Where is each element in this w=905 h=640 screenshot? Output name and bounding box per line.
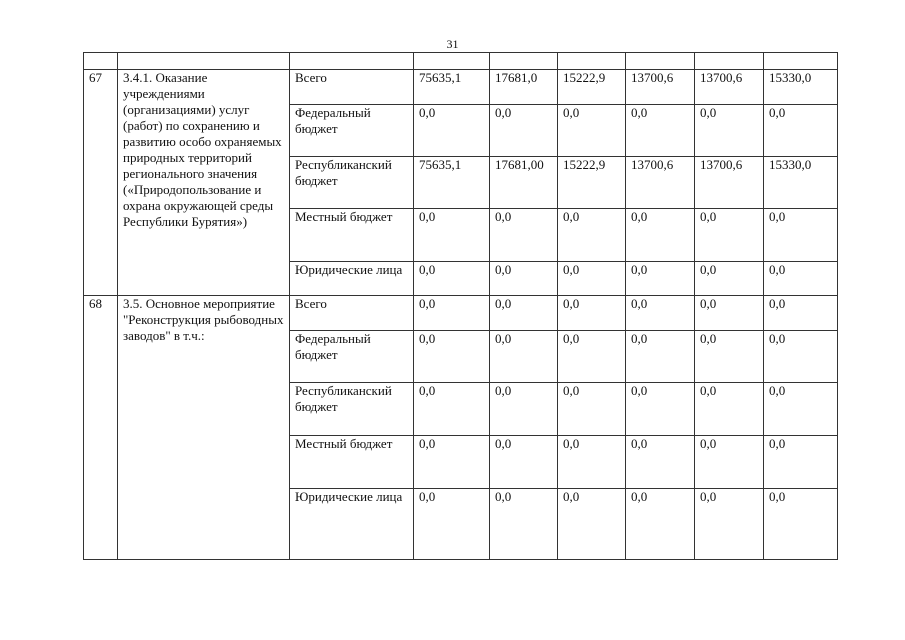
value-cell: 0,0 — [764, 489, 838, 560]
value-cell: 0,0 — [490, 296, 558, 331]
value-cell: 0,0 — [558, 331, 626, 383]
value-cell: 0,0 — [490, 105, 558, 157]
value-cell: 15222,9 — [558, 70, 626, 105]
value-cell: 0,0 — [695, 262, 764, 296]
value-cell: 0,0 — [626, 209, 695, 262]
value-cell: 0,0 — [695, 296, 764, 331]
table-row — [84, 70, 838, 105]
value-cell: 0,0 — [558, 105, 626, 157]
value-cell: 0,0 — [695, 331, 764, 383]
value-cell: 0,0 — [764, 262, 838, 296]
funding-source: Федеральный бюджет — [290, 105, 414, 157]
funding-source: Юридические лица — [290, 489, 414, 560]
value-cell: 0,0 — [764, 383, 838, 436]
page-number: 31 — [446, 37, 459, 51]
value-cell: 0,0 — [626, 105, 695, 157]
value-cell: 75635,1 — [414, 157, 490, 209]
value-cell: 13700,6 — [626, 157, 695, 209]
table-row — [84, 296, 838, 331]
value-cell: 0,0 — [558, 262, 626, 296]
funding-source: Юридические лица — [290, 262, 414, 296]
value-cell: 0,0 — [558, 209, 626, 262]
value-cell: 0,0 — [414, 262, 490, 296]
value-cell: 0,0 — [626, 436, 695, 489]
value-cell: 15330,0 — [764, 157, 838, 209]
value-cell: 0,0 — [414, 105, 490, 157]
value-cell: 0,0 — [490, 209, 558, 262]
value-cell: 0,0 — [414, 296, 490, 331]
funding-source: Республиканский бюджет — [290, 383, 414, 436]
value-cell: 0,0 — [414, 436, 490, 489]
funding-source: Всего — [290, 296, 414, 331]
value-cell: 0,0 — [558, 489, 626, 560]
value-cell: 75635,1 — [414, 70, 490, 105]
value-cell: 13700,6 — [695, 70, 764, 105]
value-cell: 0,0 — [414, 331, 490, 383]
value-cell: 15222,9 — [558, 157, 626, 209]
value-cell: 13700,6 — [626, 70, 695, 105]
value-cell: 0,0 — [626, 383, 695, 436]
value-cell: 0,0 — [414, 383, 490, 436]
funding-source: Местный бюджет — [290, 436, 414, 489]
value-cell: 0,0 — [764, 105, 838, 157]
value-cell: 0,0 — [490, 383, 558, 436]
value-cell: 17681,00 — [490, 157, 558, 209]
funding-source: Местный бюджет — [290, 209, 414, 262]
table-header-row — [84, 53, 838, 70]
value-cell: 0,0 — [764, 296, 838, 331]
value-cell: 0,0 — [626, 296, 695, 331]
funding-source: Федеральный бюджет — [290, 331, 414, 383]
value-cell: 0,0 — [558, 436, 626, 489]
value-cell: 0,0 — [695, 209, 764, 262]
funding-source: Республиканский бюджет — [290, 157, 414, 209]
value-cell: 0,0 — [558, 296, 626, 331]
value-cell: 0,0 — [695, 489, 764, 560]
value-cell: 0,0 — [764, 331, 838, 383]
value-cell: 0,0 — [558, 383, 626, 436]
value-cell: 13700,6 — [695, 157, 764, 209]
value-cell: 0,0 — [490, 262, 558, 296]
value-cell: 0,0 — [490, 436, 558, 489]
value-cell: 0,0 — [764, 436, 838, 489]
value-cell: 0,0 — [695, 105, 764, 157]
value-cell: 0,0 — [414, 489, 490, 560]
value-cell: 0,0 — [414, 209, 490, 262]
value-cell: 0,0 — [695, 436, 764, 489]
value-cell: 0,0 — [626, 262, 695, 296]
row-number: 68 — [84, 296, 118, 560]
value-cell: 0,0 — [764, 209, 838, 262]
value-cell: 0,0 — [626, 331, 695, 383]
row-description: 3.4.1. Оказание учреждениями (организациями) услуг (работ) по сохранению и развитию особо охраняемых природных территорий регионального значения («Природопользование и охрана окружающей среды Республики Бурятия») — [118, 70, 290, 296]
funding-source: Всего — [290, 70, 414, 105]
row-description: 3.5. Основное мероприятие "Реконструкция рыбоводных заводов" в т.ч.: — [118, 296, 290, 560]
value-cell: 15330,0 — [764, 70, 838, 105]
value-cell: 0,0 — [490, 331, 558, 383]
value-cell: 17681,0 — [490, 70, 558, 105]
budget-table — [83, 52, 838, 560]
value-cell: 0,0 — [626, 489, 695, 560]
value-cell: 0,0 — [490, 489, 558, 560]
value-cell: 0,0 — [695, 383, 764, 436]
row-number: 67 — [84, 70, 118, 296]
